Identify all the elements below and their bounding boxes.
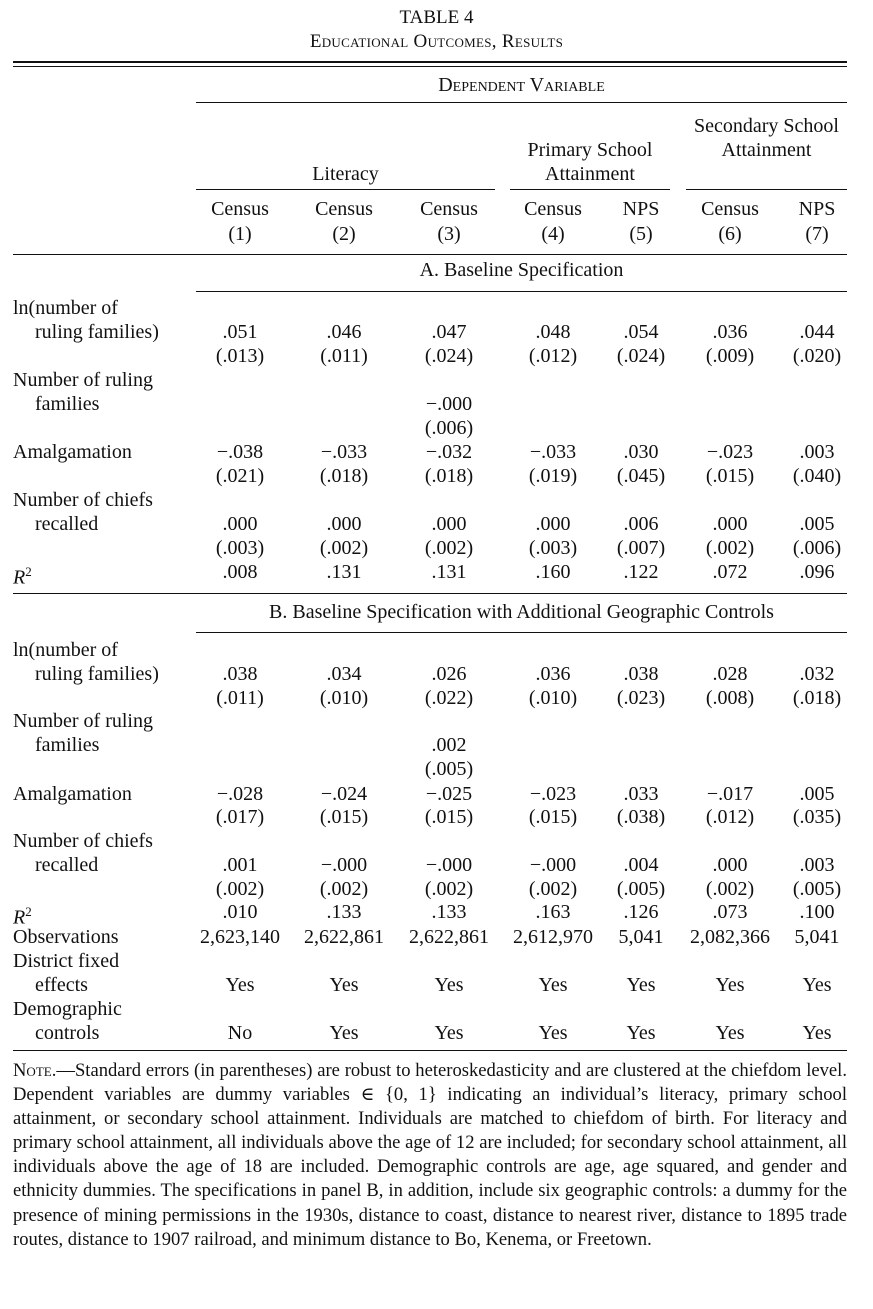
row-label-number-line1: Number of ruling [13, 369, 153, 391]
number-standard-error: (.006) [424, 417, 474, 439]
row-label-chiefs-line1: Number of chiefs [13, 830, 153, 852]
ln-standard-error: (.024) [616, 345, 666, 367]
column-source: NPS [622, 198, 660, 220]
chiefs-standard-error: (.005) [792, 878, 842, 900]
chiefs-coefficient: .000 [712, 513, 748, 535]
panel-a-rule [196, 291, 847, 292]
primary-rule [510, 189, 670, 190]
group-secondary-school: Secondary School Attainment [694, 115, 839, 161]
observations-value: 2,612,970 [513, 926, 593, 948]
row-label-number-line2: families [35, 393, 100, 415]
r-squared-value: .131 [431, 561, 467, 583]
dependent-variable-header: Dependent Variable [438, 74, 605, 96]
ln-standard-error: (.013) [215, 345, 265, 367]
table-title: Educational Outcomes, Results [309, 31, 564, 52]
ln-standard-error: (.011) [320, 345, 368, 367]
amalgamation-coefficient: −.033 [320, 441, 368, 463]
chiefs-standard-error: (.007) [616, 537, 666, 559]
ln-coefficient: .026 [431, 663, 467, 685]
district-fixed-effects-value: Yes [802, 974, 832, 996]
ln-standard-error: (.010) [528, 687, 578, 709]
r-squared-value: .073 [712, 901, 748, 923]
chiefs-standard-error: (.005) [616, 878, 666, 900]
panel-b-title: B. Baseline Specification with Additional Geographic Controls [269, 601, 774, 623]
amalgamation-coefficient: −.025 [425, 783, 473, 805]
chiefs-coefficient: −.000 [529, 854, 577, 876]
row-label-amalgamation: Amalgamation [13, 783, 132, 805]
ln-standard-error: (.009) [705, 345, 755, 367]
amalgamation-coefficient: −.032 [425, 441, 473, 463]
ln-coefficient: .047 [431, 321, 467, 343]
row-label-r-squared [13, 560, 32, 590]
r-squared-value: .133 [326, 901, 362, 923]
panel-a-title: A. Baseline Specification [419, 259, 624, 281]
row-label-ln-line2: ruling families) [35, 663, 159, 685]
r-squared-symbol: R [13, 566, 26, 589]
observations-value: 5,041 [618, 926, 664, 948]
amalgamation-standard-error: (.019) [528, 465, 578, 487]
amalgamation-standard-error: (.021) [215, 465, 265, 487]
district-fixed-effects-value: Yes [715, 974, 745, 996]
demographic-controls-value: Yes [329, 1022, 359, 1044]
chiefs-standard-error: (.006) [792, 537, 842, 559]
amalgamation-coefficient: .005 [799, 783, 835, 805]
r-squared-value: .008 [222, 561, 258, 583]
amalgamation-coefficient: .003 [799, 441, 835, 463]
r-squared-symbol: R [13, 906, 26, 929]
top-rule-thick [13, 61, 847, 63]
row-label-ln-line2: ruling families) [35, 321, 159, 343]
chiefs-coefficient: .000 [535, 513, 571, 535]
bottom-rule [13, 1050, 847, 1051]
column-number: (6) [718, 223, 742, 245]
chiefs-standard-error: (.003) [215, 537, 265, 559]
ln-standard-error: (.011) [216, 687, 264, 709]
amalgamation-standard-error: (.045) [616, 465, 666, 487]
column-number: (1) [228, 223, 252, 245]
r-squared-value: .010 [222, 901, 258, 923]
column-source: Census [420, 198, 478, 220]
chiefs-coefficient: .004 [623, 854, 659, 876]
r-squared-value: .072 [712, 561, 748, 583]
r-squared-value: .163 [535, 901, 571, 923]
chiefs-coefficient: .005 [799, 513, 835, 535]
amalgamation-coefficient: −.023 [529, 783, 577, 805]
amalgamation-coefficient: −.028 [216, 783, 264, 805]
ln-coefficient: .048 [535, 321, 571, 343]
header-bottom-rule [13, 254, 847, 255]
column-number: (4) [541, 223, 565, 245]
row-label-chiefs-line2: recalled [35, 854, 99, 876]
ln-standard-error: (.020) [792, 345, 842, 367]
demographic-controls-value: Yes [626, 1022, 656, 1044]
chiefs-coefficient: −.000 [425, 854, 473, 876]
ln-coefficient: .038 [623, 663, 659, 685]
district-fixed-effects-value: Yes [434, 974, 464, 996]
chiefs-standard-error: (.002) [528, 878, 578, 900]
number-standard-error: (.005) [424, 758, 474, 780]
observations-value: 2,622,861 [409, 926, 489, 948]
r-squared-value: .126 [623, 901, 659, 923]
table-note [13, 1059, 847, 1252]
ln-coefficient: .044 [799, 321, 835, 343]
amalgamation-standard-error: (.018) [424, 465, 474, 487]
ln-standard-error: (.022) [424, 687, 474, 709]
r-squared-value: .122 [623, 561, 659, 583]
ln-coefficient: .046 [326, 321, 362, 343]
ln-coefficient: .054 [623, 321, 659, 343]
chiefs-standard-error: (.002) [319, 878, 369, 900]
ln-coefficient: .051 [222, 321, 258, 343]
chiefs-coefficient: .000 [326, 513, 362, 535]
row-label-district-fe-line2: effects [35, 974, 88, 996]
amalgamation-standard-error: (.038) [616, 806, 666, 828]
chiefs-standard-error: (.002) [424, 537, 474, 559]
row-label-number-line2: families [35, 734, 100, 756]
observations-value: 2,082,366 [690, 926, 770, 948]
district-fixed-effects-value: Yes [626, 974, 656, 996]
row-label-chiefs-line1: Number of chiefs [13, 489, 153, 511]
number-coefficient: −.000 [425, 393, 473, 415]
chiefs-coefficient: .003 [799, 854, 835, 876]
r-squared-value: .133 [431, 901, 467, 923]
literacy-rule [196, 189, 495, 190]
panel-b-top-rule [13, 593, 847, 594]
chiefs-standard-error: (.002) [215, 878, 265, 900]
observations-value: 5,041 [794, 926, 840, 948]
district-fixed-effects-value: Yes [538, 974, 568, 996]
demographic-controls-value: Yes [802, 1022, 832, 1044]
column-number: (3) [437, 223, 461, 245]
row-label-ln-line1: ln(number of [13, 639, 118, 661]
amalgamation-coefficient: .033 [623, 783, 659, 805]
demographic-controls-value: Yes [715, 1022, 745, 1044]
chiefs-coefficient: .001 [222, 854, 258, 876]
ln-standard-error: (.010) [319, 687, 369, 709]
amalgamation-standard-error: (.040) [792, 465, 842, 487]
ln-coefficient: .036 [712, 321, 748, 343]
amalgamation-standard-error: (.015) [705, 465, 755, 487]
observations-value: 2,622,861 [304, 926, 384, 948]
row-label-chiefs-line2: recalled [35, 513, 99, 535]
ln-standard-error: (.012) [528, 345, 578, 367]
row-label-demographic-line1: Demographic [13, 998, 122, 1020]
r-squared-value: .131 [326, 561, 362, 583]
ln-standard-error: (.023) [616, 687, 666, 709]
chiefs-coefficient: −.000 [320, 854, 368, 876]
amalgamation-standard-error: (.015) [319, 806, 369, 828]
chiefs-coefficient: .000 [431, 513, 467, 535]
r-squared-value: .160 [535, 561, 571, 583]
table-number: TABLE 4 [399, 7, 474, 28]
column-source: Census [211, 198, 269, 220]
column-source: Census [701, 198, 759, 220]
row-label-observations: Observations [13, 926, 119, 948]
district-fixed-effects-value: Yes [329, 974, 359, 996]
row-label-demographic-line2: controls [35, 1022, 100, 1044]
dependent-variable-rule [196, 102, 847, 103]
group-primary-school: Primary School Attainment [527, 139, 653, 185]
row-label-amalgamation: Amalgamation [13, 441, 132, 463]
chiefs-coefficient: .000 [222, 513, 258, 535]
amalgamation-coefficient: −.024 [320, 783, 368, 805]
ln-standard-error: (.024) [424, 345, 474, 367]
group-literacy: Literacy [312, 163, 379, 185]
r-squared-value: .096 [799, 561, 835, 583]
chiefs-standard-error: (.002) [705, 537, 755, 559]
row-label-number-line1: Number of ruling [13, 710, 153, 732]
amalgamation-coefficient: −.033 [529, 441, 577, 463]
note-lead: Note. [13, 1060, 57, 1081]
row-label-ln-line1: ln(number of [13, 297, 118, 319]
ln-coefficient: .028 [712, 663, 748, 685]
top-rule-thin [13, 66, 847, 67]
row-label-district-fe-line1: District fixed [13, 950, 120, 972]
ln-standard-error: (.018) [792, 687, 842, 709]
observations-value: 2,623,140 [200, 926, 280, 948]
column-number: (7) [805, 223, 829, 245]
district-fixed-effects-value: Yes [225, 974, 255, 996]
chiefs-standard-error: (.002) [424, 878, 474, 900]
number-coefficient: .002 [431, 734, 467, 756]
panel-b-rule [196, 632, 847, 633]
amalgamation-coefficient: −.038 [216, 441, 264, 463]
demographic-controls-value: Yes [538, 1022, 568, 1044]
amalgamation-coefficient: .030 [623, 441, 659, 463]
ln-coefficient: .036 [535, 663, 571, 685]
demographic-controls-value: Yes [434, 1022, 464, 1044]
amalgamation-coefficient: −.017 [706, 783, 754, 805]
amalgamation-standard-error: (.017) [215, 806, 265, 828]
r-squared-exponent: 2 [25, 904, 32, 919]
ln-coefficient: .032 [799, 663, 835, 685]
column-number: (2) [332, 223, 356, 245]
chiefs-coefficient: .000 [712, 854, 748, 876]
r-squared-value: .100 [799, 901, 835, 923]
chiefs-coefficient: .006 [623, 513, 659, 535]
ln-coefficient: .038 [222, 663, 258, 685]
column-source: Census [315, 198, 373, 220]
r-squared-exponent: 2 [25, 564, 32, 579]
amalgamation-coefficient: −.023 [706, 441, 754, 463]
column-number: (5) [629, 223, 653, 245]
note-text: —Standard errors (in parentheses) are robust to heteroskedasticity and are clustered at the chiefdom level. Dependent variables are dummy variables ∈ {0, 1} indicating an individual’s literacy, primary school attainment, or secondary school attainment. Individuals are matched to chiefdom of birth. For literacy and primary school attainment, all individuals above the age of 12 are included; for secondary school attainment, all individuals above the age of 18 are included. Demographic controls are age, age squared, and gender and ethnicity dummies. The specifications in panel B, in addition, include six geographic controls: a dummy for the presence of mining permissions in the 1930s, distance to coast, distance to nearest river, distance to 1895 trade routes, distance to 1907 railroad, and minimum distance to Bo, Kenema, or Freetown. [13, 1060, 847, 1250]
amalgamation-standard-error: (.035) [792, 806, 842, 828]
amalgamation-standard-error: (.015) [528, 806, 578, 828]
chiefs-standard-error: (.003) [528, 537, 578, 559]
chiefs-standard-error: (.002) [705, 878, 755, 900]
chiefs-standard-error: (.002) [319, 537, 369, 559]
ln-coefficient: .034 [326, 663, 362, 685]
column-source: Census [524, 198, 582, 220]
amalgamation-standard-error: (.015) [424, 806, 474, 828]
ln-standard-error: (.008) [705, 687, 755, 709]
amalgamation-standard-error: (.018) [319, 465, 369, 487]
amalgamation-standard-error: (.012) [705, 806, 755, 828]
demographic-controls-value: No [227, 1022, 253, 1044]
column-source: NPS [798, 198, 836, 220]
secondary-rule [686, 189, 847, 190]
